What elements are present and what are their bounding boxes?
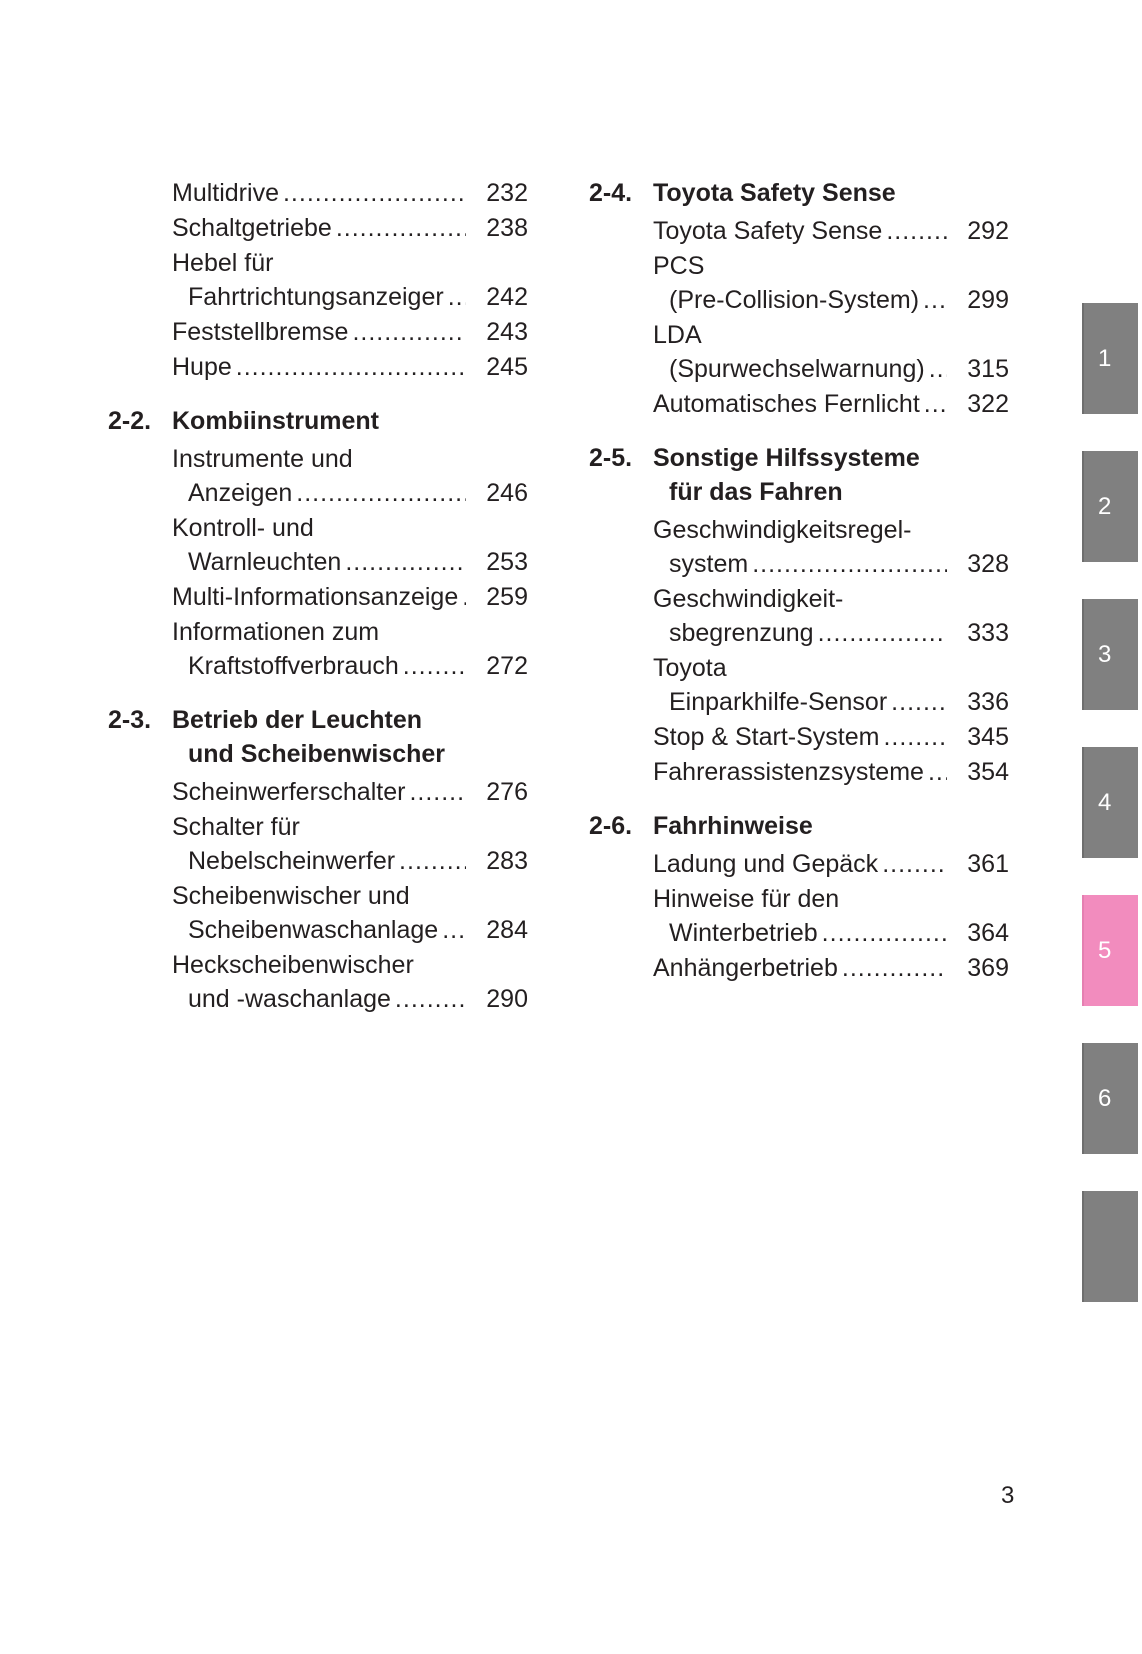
leader-dots <box>409 775 466 809</box>
toc-page-number: 284 <box>486 916 528 944</box>
toc-page-number: 253 <box>486 548 528 576</box>
toc-entry[interactable] <box>108 810 528 878</box>
section-title: für das Fahren <box>669 478 843 506</box>
toc-entry-title: Hupe <box>172 353 232 381</box>
toc-entry-line <box>589 755 1009 789</box>
toc-page-number: 361 <box>967 850 1009 878</box>
section-heading <box>589 176 1009 210</box>
toc-left-column <box>108 176 528 1017</box>
leader-dots <box>822 916 947 950</box>
toc-entry-line <box>108 350 528 384</box>
toc-page-number: 245 <box>486 353 528 381</box>
toc-entry-line <box>589 283 1009 317</box>
toc-entry-title: Hinweise für den <box>653 885 840 913</box>
toc-entry-title: Toyota <box>653 654 727 682</box>
chapter-tab[interactable] <box>1082 895 1138 1006</box>
leader-dots <box>296 476 466 510</box>
toc-entry[interactable] <box>589 214 1009 248</box>
toc-entry-line <box>108 810 528 844</box>
toc-entry[interactable] <box>589 847 1009 881</box>
toc-page-number: 242 <box>486 283 528 311</box>
toc-entry-title: Automatisches Fernlicht <box>653 390 920 418</box>
leader-dots <box>283 176 466 210</box>
toc-entry-line <box>108 315 528 349</box>
section-heading <box>589 809 1009 843</box>
toc-entry-title: Kontroll- und <box>172 514 314 542</box>
toc-page-number: 238 <box>486 214 528 242</box>
leader-dots <box>403 649 466 683</box>
chapter-tab-label: 3 <box>1098 641 1112 668</box>
section-number: 2-4. <box>589 179 633 207</box>
leader-dots <box>336 211 466 245</box>
section-heading <box>108 404 528 438</box>
toc-entry[interactable] <box>589 582 1009 650</box>
toc-entry-title: Multidrive <box>172 179 279 207</box>
toc-entry-title: sbegrenzung <box>669 619 814 647</box>
toc-entry-line <box>589 720 1009 754</box>
toc-entry-line <box>108 649 528 683</box>
toc-page-number: 364 <box>967 919 1009 947</box>
page-number: 3 <box>1001 1482 1015 1509</box>
toc-page-number: 299 <box>967 286 1009 314</box>
toc-entry[interactable] <box>108 879 528 947</box>
toc-entry-title: Scheibenwischer und <box>172 882 410 910</box>
toc-entry-title: Nebelscheinwerfer <box>188 847 396 875</box>
toc-entry-line <box>108 844 528 878</box>
section-heading <box>108 703 528 771</box>
section-title: und Scheibenwischer <box>188 740 446 768</box>
leader-dots <box>752 547 947 581</box>
leader-dots <box>923 283 947 317</box>
toc-entry-title: Schaltgetriebe <box>172 214 332 242</box>
leader-dots <box>442 913 466 947</box>
toc-page-number: 369 <box>967 954 1009 982</box>
toc-entry-line <box>589 582 1009 616</box>
toc-entry-line <box>108 913 528 947</box>
leader-dots <box>236 350 466 384</box>
leader-dots <box>924 387 947 421</box>
toc-entry-line <box>108 280 528 314</box>
toc-page-number: 333 <box>967 619 1009 647</box>
toc-page-number: 322 <box>967 390 1009 418</box>
toc-page-number: 283 <box>486 847 528 875</box>
toc-entry[interactable] <box>589 951 1009 985</box>
toc-entry[interactable] <box>589 318 1009 386</box>
toc-entry-line <box>589 951 1009 985</box>
toc-entry-title: Ladung und Gepäck <box>653 850 879 878</box>
toc-page-number: 232 <box>486 179 528 207</box>
leader-dots <box>928 755 947 789</box>
toc-entry-line <box>108 442 528 476</box>
section-number: 2-5. <box>589 444 633 472</box>
toc-entry-title: PCS <box>653 252 705 280</box>
toc-entry-line <box>589 249 1009 283</box>
toc-entry-line <box>589 387 1009 421</box>
toc-entry-title: Informationen zum <box>172 618 380 646</box>
toc-page-number: 272 <box>486 652 528 680</box>
leader-dots <box>818 616 947 650</box>
toc-entry-title: Fahrerassistenzsysteme <box>653 758 924 786</box>
leader-dots <box>448 280 466 314</box>
section-title: Kombiinstrument <box>172 407 379 435</box>
chapter-tab[interactable] <box>1082 1043 1138 1154</box>
toc-entry-line <box>589 916 1009 950</box>
leader-dots <box>352 315 466 349</box>
toc-entry-title: Fahrtrichtungsanzeiger <box>188 283 444 311</box>
leader-dots <box>399 844 466 878</box>
toc-entry-title: Hebel für <box>172 249 274 277</box>
toc-entry-title: Einparkhilfe-Sensor <box>669 688 888 716</box>
toc-entry[interactable] <box>108 948 528 1016</box>
toc-entry-line <box>108 476 528 510</box>
toc-entry-title: Scheibenwaschanlage <box>188 916 439 944</box>
toc-page-number: 246 <box>486 479 528 507</box>
leader-dots <box>886 214 947 248</box>
toc-entry[interactable] <box>589 720 1009 754</box>
toc-right-column <box>589 176 1009 986</box>
toc-entry-title: Geschwindigkeit- <box>653 585 844 613</box>
toc-entry-line <box>589 882 1009 916</box>
toc-entry-line <box>589 318 1009 352</box>
toc-entry[interactable] <box>108 615 528 683</box>
toc-entry-line <box>108 246 528 280</box>
toc-entry[interactable] <box>108 580 528 614</box>
toc-entry[interactable] <box>108 315 528 349</box>
toc-entry-line <box>108 775 528 809</box>
chapter-tab[interactable] <box>1082 599 1138 710</box>
leader-dots <box>883 720 947 754</box>
toc-entry-title: Anzeigen <box>188 479 293 507</box>
section-title: Sonstige Hilfssysteme <box>653 444 920 472</box>
leader-dots <box>842 951 947 985</box>
toc-entry-line <box>589 513 1009 547</box>
toc-page-number: 290 <box>486 985 528 1013</box>
toc-entry[interactable] <box>589 755 1009 789</box>
toc-entry[interactable] <box>108 442 528 510</box>
toc-entry-line <box>589 616 1009 650</box>
toc-page-number: 336 <box>967 688 1009 716</box>
chapter-tab[interactable] <box>1082 303 1138 414</box>
leader-dots <box>462 580 466 614</box>
toc-entry-title: Instrumente und <box>172 445 353 473</box>
toc-entry-line <box>108 545 528 579</box>
leader-dots <box>345 545 466 579</box>
leader-dots <box>929 352 947 386</box>
chapter-tab-label: 2 <box>1098 493 1112 520</box>
toc-entry[interactable] <box>108 176 528 210</box>
toc-entry-line <box>108 948 528 982</box>
chapter-tab[interactable] <box>1082 451 1138 562</box>
toc-entry[interactable] <box>108 775 528 809</box>
toc-entry-title: Heckscheibenwischer <box>172 951 414 979</box>
toc-entry-line <box>108 879 528 913</box>
toc-entry-title: (Pre-Collision-System) <box>669 286 920 314</box>
toc-entry-title: Scheinwerferschalter <box>172 778 406 806</box>
toc-entry-title: (Spurwechselwarnung) <box>669 355 925 383</box>
section-title: Fahrhinweise <box>653 812 813 840</box>
toc-entry-title: Multi-Informationsanzeige <box>172 583 459 611</box>
toc-entry-line <box>589 685 1009 719</box>
chapter-tab-label: 1 <box>1098 345 1112 372</box>
toc-entry-line <box>108 982 528 1016</box>
toc-entry-line <box>108 211 528 245</box>
section-title: Betrieb der Leuchten <box>172 706 423 734</box>
toc-entry[interactable] <box>108 211 528 245</box>
toc-entry-line <box>108 176 528 210</box>
toc-page-number: 243 <box>486 318 528 346</box>
toc-entry[interactable] <box>589 249 1009 317</box>
toc-entry-line <box>108 580 528 614</box>
chapter-tab[interactable] <box>1082 1191 1138 1302</box>
toc-entry[interactable] <box>108 511 528 579</box>
toc-entry-title: Schalter für <box>172 813 300 841</box>
leader-dots <box>891 685 947 719</box>
toc-entry-line <box>589 847 1009 881</box>
section-number: 2-3. <box>108 706 152 734</box>
chapter-tab[interactable] <box>1082 747 1138 858</box>
toc-entry-title: Geschwindigkeitsregel- <box>653 516 912 544</box>
chapter-tab-label: 4 <box>1098 789 1112 816</box>
toc-entry[interactable] <box>108 246 528 314</box>
toc-entry[interactable] <box>589 882 1009 950</box>
toc-entry[interactable] <box>589 387 1009 421</box>
toc-entry-title: und -waschanlage <box>188 985 391 1013</box>
chapter-tab-label: 6 <box>1098 1085 1112 1112</box>
toc-entry-title: LDA <box>653 321 702 349</box>
toc-entry-title: Winterbetrieb <box>669 919 818 947</box>
toc-page-number: 276 <box>486 778 528 806</box>
toc-entry-title: Feststellbremse <box>172 318 349 346</box>
toc-entry-title: Stop & Start-System <box>653 723 880 751</box>
toc-entry-line <box>589 547 1009 581</box>
section-heading <box>589 441 1009 509</box>
toc-entry[interactable] <box>589 513 1009 581</box>
toc-entry[interactable] <box>108 350 528 384</box>
toc-entry[interactable] <box>589 651 1009 719</box>
toc-entry-line <box>589 352 1009 386</box>
toc-entry-title: Kraftstoffverbrauch <box>188 652 399 680</box>
toc-entry-line <box>589 214 1009 248</box>
toc-page-number: 315 <box>967 355 1009 383</box>
section-number: 2-2. <box>108 407 152 435</box>
chapter-tab-label: 5 <box>1098 937 1112 964</box>
leader-dots <box>882 847 947 881</box>
toc-page-number: 354 <box>967 758 1009 786</box>
leader-dots <box>395 982 466 1016</box>
toc-page-number: 259 <box>486 583 528 611</box>
toc-page-number: 345 <box>967 723 1009 751</box>
section-number: 2-6. <box>589 812 633 840</box>
toc-page-number: 328 <box>967 550 1009 578</box>
toc-entry-line <box>589 651 1009 685</box>
toc-entry-line <box>108 615 528 649</box>
section-title: Toyota Safety Sense <box>653 179 896 207</box>
toc-entry-title: Warnleuchten <box>188 548 342 576</box>
toc-entry-title: Toyota Safety Sense <box>653 217 883 245</box>
toc-page-number: 292 <box>967 217 1009 245</box>
toc-entry-title: Anhängerbetrieb <box>653 954 838 982</box>
toc-entry-line <box>108 511 528 545</box>
toc-entry-title: system <box>669 550 749 578</box>
